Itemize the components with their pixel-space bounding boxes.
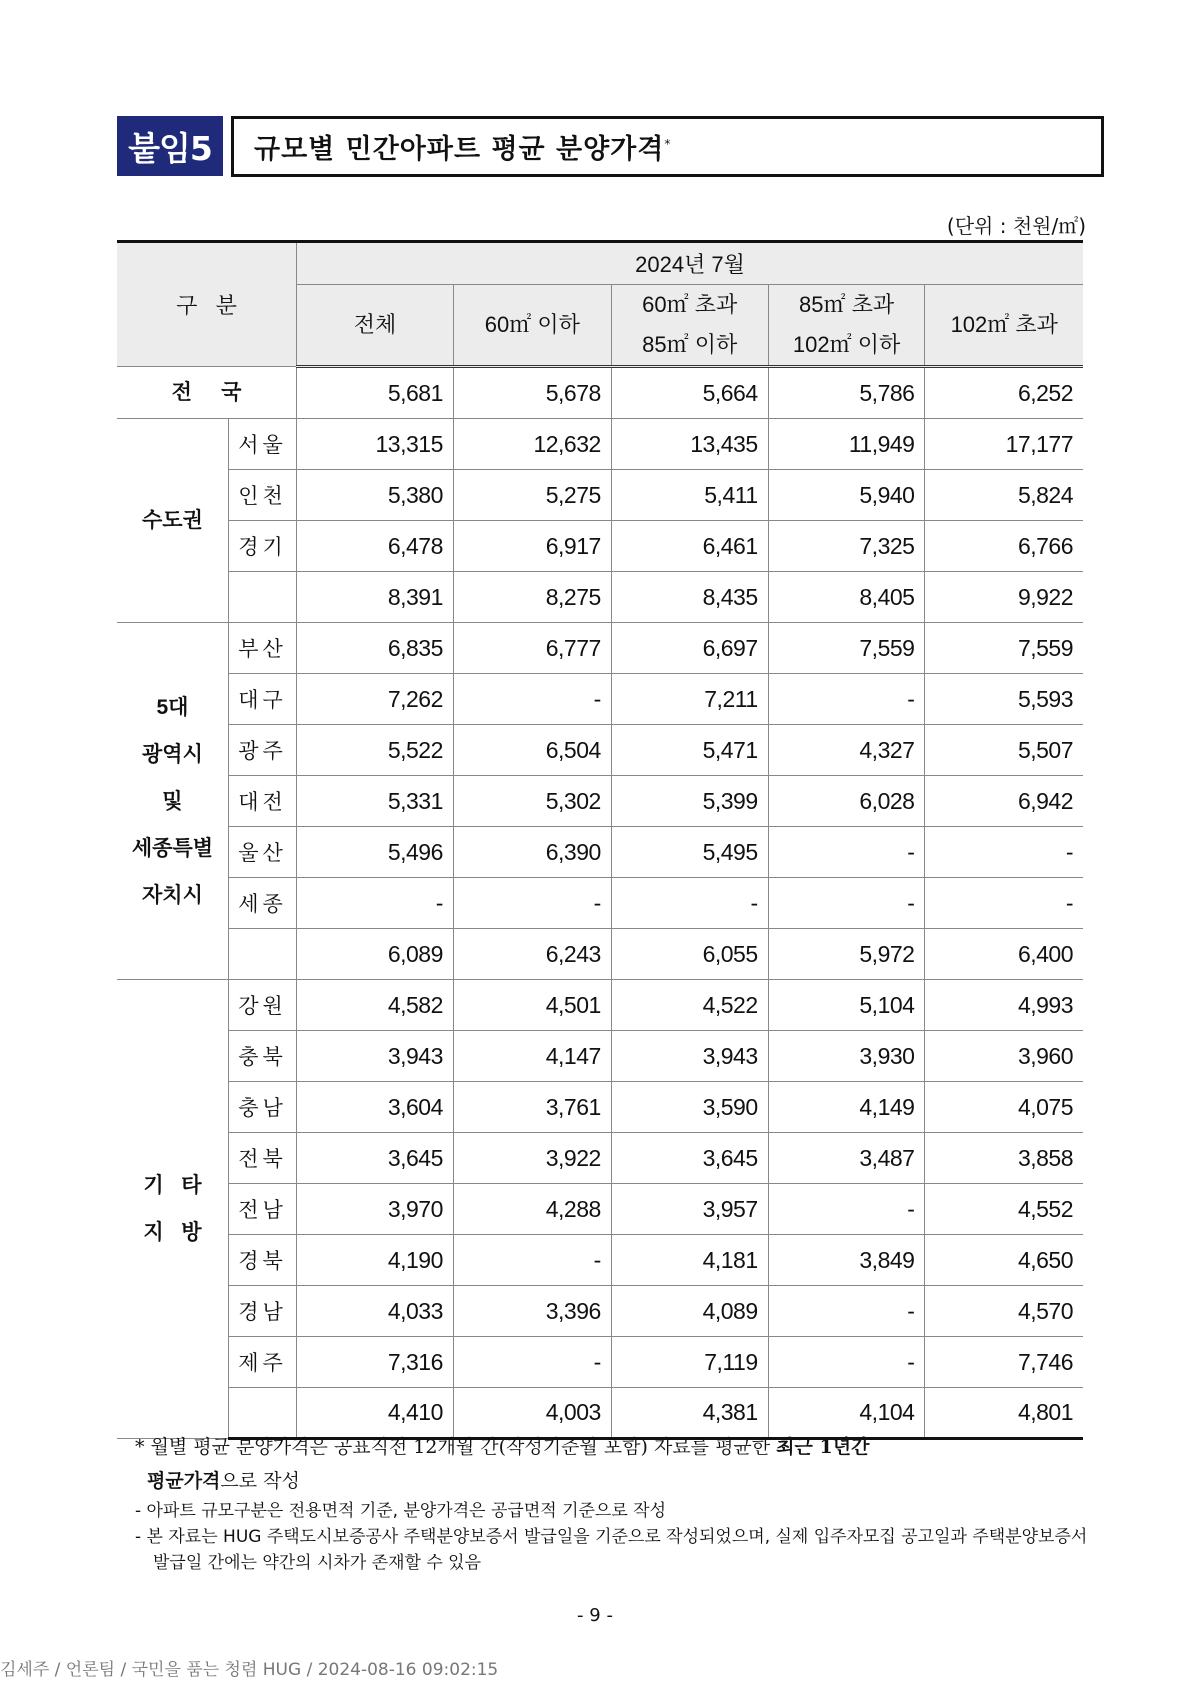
header-period: 2024년 7월 [297,242,1083,285]
table-row [117,1235,1083,1286]
value-cell: 5,302 [453,776,611,827]
value-cell: 7,119 [611,1337,768,1388]
national-label: 전 국 [117,367,297,419]
value-cell: 5,522 [297,725,454,776]
value-cell: 4,288 [453,1184,611,1235]
group-label-line: 5대 [156,695,189,719]
price-table [117,240,1083,1440]
value-cell: 6,835 [297,623,454,674]
value-cell: 5,824 [925,470,1083,521]
value-cell: 3,930 [768,1031,925,1082]
value-cell: 4,650 [925,1235,1083,1286]
region-label: 울산 [228,827,296,878]
region-label: 강원 [228,980,296,1031]
value-cell: 5,940 [768,470,925,521]
value-cell: 4,381 [611,1388,768,1439]
column-header-line2: 102㎡ 이하 [792,332,901,357]
value-cell: 3,645 [611,1133,768,1184]
value-cell: 4,501 [453,980,611,1031]
value-cell: 4,327 [768,725,925,776]
column-header-5 [925,285,1083,367]
value-cell: 7,211 [611,674,768,725]
value-cell: 3,858 [925,1133,1083,1184]
page-title [254,127,671,166]
value-cell: 7,559 [768,623,925,674]
group-label [117,980,228,1439]
value-cell: 3,761 [453,1082,611,1133]
value-cell: 7,316 [297,1337,454,1388]
title-area [117,116,1084,176]
value-cell: 3,943 [297,1031,454,1082]
value-cell: 6,390 [453,827,611,878]
value-cell: 7,746 [925,1337,1083,1388]
value-cell: 6,400 [925,929,1083,980]
value-cell: 17,177 [925,419,1083,470]
value-cell: 8,435 [611,572,768,623]
column-header-1 [297,285,454,367]
value-cell: 5,331 [297,776,454,827]
value-cell: 5,399 [611,776,768,827]
value-cell: 3,970 [297,1184,454,1235]
value-cell: 9,922 [925,572,1083,623]
value-cell: 3,590 [611,1082,768,1133]
table-row-subtotal [117,572,1083,623]
region-label: 전북 [228,1133,296,1184]
column-header-line2: 85㎡ 이하 [642,332,738,357]
value-cell: 5,664 [611,367,768,419]
value-cell: - [453,1235,611,1286]
value-cell: - [297,878,454,929]
value-cell: 6,461 [611,521,768,572]
value-cell: 6,028 [768,776,925,827]
value-cell: 8,275 [453,572,611,623]
value-cell: - [925,878,1083,929]
table-row [117,623,1083,674]
region-label: 세종 [228,878,296,929]
value-cell: - [768,1184,925,1235]
value-cell: 3,957 [611,1184,768,1235]
region-label: 충북 [228,1031,296,1082]
value-cell: 12,632 [453,419,611,470]
group-label-line: 및 [162,789,183,813]
value-cell: - [768,1286,925,1337]
value-cell: 5,471 [611,725,768,776]
value-cell: 4,410 [297,1388,454,1439]
value-cell: 4,801 [925,1388,1083,1439]
value-cell: - [611,878,768,929]
region-label: 인천 [228,470,296,521]
value-cell: 7,325 [768,521,925,572]
value-cell: 5,104 [768,980,925,1031]
footer-watermark: 김세주 / 언론팀 / 국민을 품는 청렴 HUG / 2024-08-16 09:02:15 [0,1660,499,1680]
value-cell: 5,678 [453,367,611,419]
value-cell: 3,396 [453,1286,611,1337]
table-row [117,419,1083,470]
region-label: 전남 [228,1184,296,1235]
value-cell: - [925,827,1083,878]
group-label [117,623,228,980]
value-cell: - [768,878,925,929]
region-label: 충남 [228,1082,296,1133]
table-row [117,1031,1083,1082]
value-cell: - [768,674,925,725]
value-cell: 3,604 [297,1082,454,1133]
note-main-suffix: 으로 작성 [220,1470,300,1492]
column-header-line1: 85㎡ 초과 [798,292,895,317]
table-row [117,827,1083,878]
value-cell: 6,089 [297,929,454,980]
table-row [117,878,1083,929]
value-cell: 5,507 [925,725,1083,776]
note-main-bold1: 최근 1년간 [776,1436,870,1458]
value-cell: 4,033 [297,1286,454,1337]
group-label-line: 지 방 [143,1221,202,1244]
table-row [117,521,1083,572]
table-row [117,1082,1083,1133]
price-table-body [117,242,1083,1439]
table-row [117,725,1083,776]
value-cell: 13,435 [611,419,768,470]
page-title-text: 규모별 민간아파트 평균 분양가격 [254,134,665,165]
value-cell: 4,522 [611,980,768,1031]
group-label [117,419,228,623]
value-cell: 6,243 [453,929,611,980]
table-row [117,776,1083,827]
table-row [117,1337,1083,1388]
value-cell: 8,405 [768,572,925,623]
value-cell: 5,593 [925,674,1083,725]
value-cell: 4,552 [925,1184,1083,1235]
value-cell: 3,487 [768,1133,925,1184]
value-cell: 7,559 [925,623,1083,674]
region-label: 경북 [228,1235,296,1286]
note-item-1: - 아파트 규모구분은 전용면적 기준, 분양가격은 공급면적 기준으로 작성 [135,1501,667,1521]
region-label: 광주 [228,725,296,776]
unit-label: (단위 : 천원/㎡) [946,214,1086,238]
column-header-3 [611,285,768,367]
column-header-2 [453,285,611,367]
note-main-bold2: 평균가격 [147,1470,221,1492]
region-label: 대구 [228,674,296,725]
value-cell: 6,478 [297,521,454,572]
value-cell: 3,849 [768,1235,925,1286]
group-label-line: 세종특별 [131,836,214,860]
subtotal-blank [228,572,296,623]
table-row [117,1286,1083,1337]
table-row [117,674,1083,725]
value-cell: 6,697 [611,623,768,674]
value-cell: 3,645 [297,1133,454,1184]
table-row-subtotal [117,929,1083,980]
value-cell: - [768,1337,925,1388]
region-label: 대전 [228,776,296,827]
value-cell: - [453,878,611,929]
value-cell: 4,089 [611,1286,768,1337]
group-label-line: 기 타 [143,1174,202,1197]
value-cell: 4,147 [453,1031,611,1082]
header-category: 구 분 [117,242,297,367]
value-cell: 4,582 [297,980,454,1031]
value-cell: 5,786 [768,367,925,419]
table-row [117,1133,1083,1184]
value-cell: 7,262 [297,674,454,725]
attachment-badge: 붙임5 [117,116,223,176]
notes [135,1430,1095,1576]
column-header-line1: 전체 [353,312,397,337]
column-header-line1: 60㎡ 이하 [484,312,580,337]
region-label: 서울 [228,419,296,470]
value-cell: - [453,1337,611,1388]
value-cell: 5,972 [768,929,925,980]
value-cell: 4,993 [925,980,1083,1031]
value-cell: 6,777 [453,623,611,674]
table-row [117,1184,1083,1235]
note-main-prefix: * 월별 평균 분양가격은 공표직전 12개월 간(작성기준월 포함) 자료를 평균한 [135,1436,777,1458]
table-row [117,470,1083,521]
page-number: - 9 - [577,1605,613,1626]
note-main [135,1430,1095,1498]
value-cell: 11,949 [768,419,925,470]
value-cell: 3,960 [925,1031,1083,1082]
value-cell: 13,315 [297,419,454,470]
subtotal-blank [228,929,296,980]
value-cell: 6,252 [925,367,1083,419]
value-cell: - [453,674,611,725]
table-row [117,980,1083,1031]
table-row-national [117,367,1083,419]
value-cell: 4,570 [925,1286,1083,1337]
value-cell: 5,495 [611,827,768,878]
region-label: 제주 [228,1337,296,1388]
value-cell: 3,943 [611,1031,768,1082]
value-cell: 4,075 [925,1082,1083,1133]
value-cell: 5,411 [611,470,768,521]
group-label-line: 광역시 [142,742,203,766]
value-cell: 6,055 [611,929,768,980]
value-cell: 6,504 [453,725,611,776]
group-label-line: 자치시 [142,883,203,907]
value-cell: 3,922 [453,1133,611,1184]
title-box [231,116,1104,177]
value-cell: 5,496 [297,827,454,878]
region-label: 경기 [228,521,296,572]
value-cell: 5,275 [453,470,611,521]
column-header-line1: 102㎡ 초과 [950,312,1058,337]
value-cell: 6,917 [453,521,611,572]
group-label-line: 수도권 [142,509,203,532]
value-cell: 5,380 [297,470,454,521]
note-item-2: - 본 자료는 HUG 주택도시보증공사 주택분양보증서 발급일을 기준으로 작성되었으며, 실제 입주자모집 공고일과 주택분양보증서 발급일 간에는 약간의 시차가 존재할 수 있음 [135,1527,1088,1573]
column-header-4 [768,285,925,367]
value-cell: 5,681 [297,367,454,419]
value-cell: 4,003 [453,1388,611,1439]
value-cell: - [768,827,925,878]
value-cell: 4,181 [611,1235,768,1286]
value-cell: 6,942 [925,776,1083,827]
value-cell: 8,391 [297,572,454,623]
region-label: 부산 [228,623,296,674]
value-cell: 4,190 [297,1235,454,1286]
value-cell: 4,149 [768,1082,925,1133]
region-label: 경남 [228,1286,296,1337]
value-cell: 6,766 [925,521,1083,572]
title-footnote-mark: * [664,137,672,151]
value-cell: 4,104 [768,1388,925,1439]
column-header-line1: 60㎡ 초과 [642,292,738,317]
